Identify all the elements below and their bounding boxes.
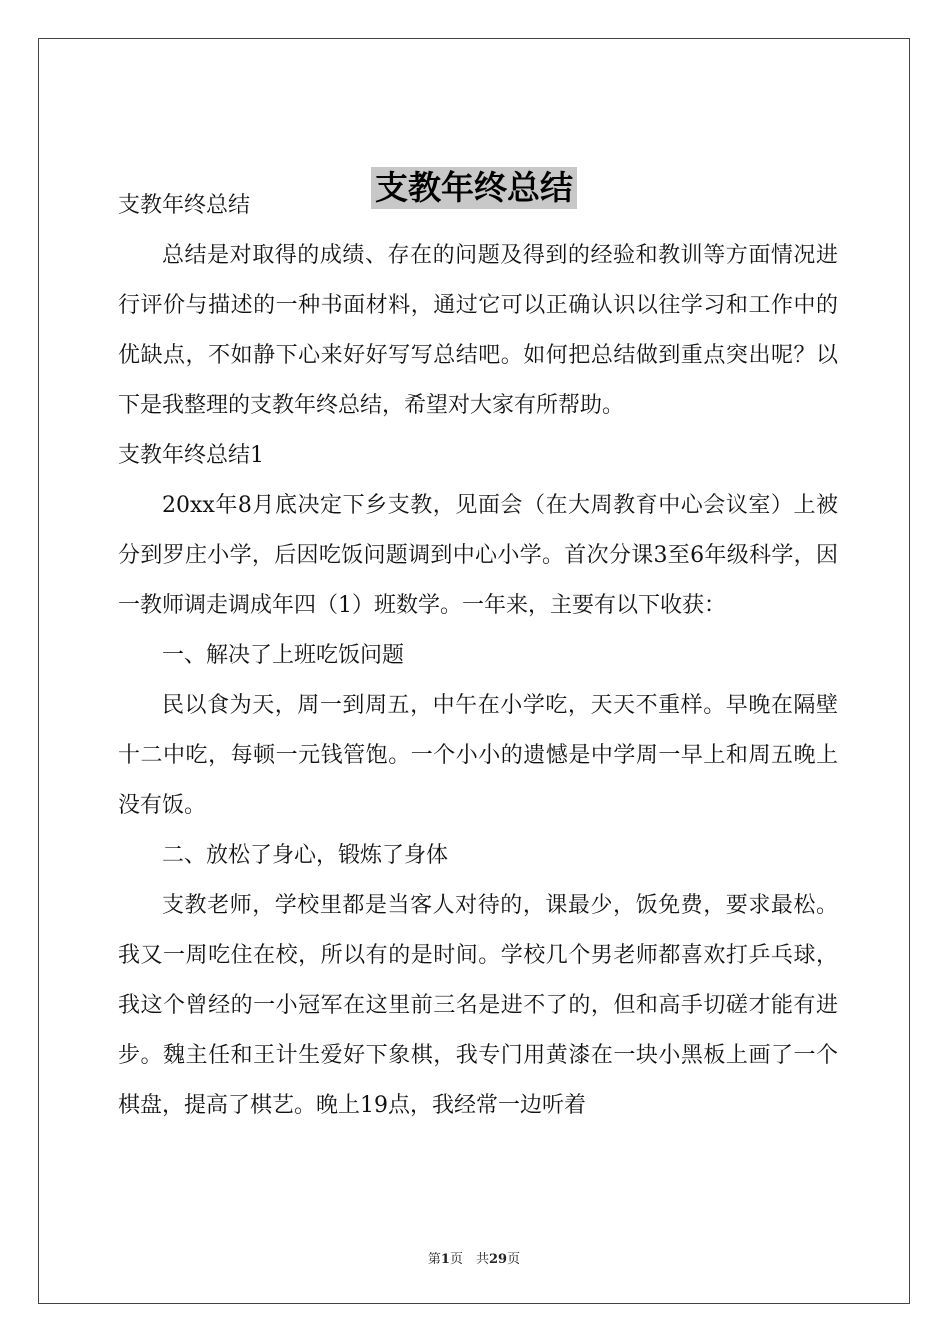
- body-paragraph-2: 民以食为天，周一到周五，中午在小学吃，天天不重样。早晚在隔壁十二中吃，每顿一元钱管饱。一个小小的遗憾是中学周一早上和周五晚上没有饭。: [118, 693, 838, 818]
- footer-mid: 页 共: [449, 1252, 489, 1267]
- document-title: 支教年终总结: [371, 167, 577, 209]
- intro-paragraph: 总结是对取得的成绩、存在的问题及得到的经验和教训等方面情况进行评价与描述的一种书面材料，通过它可以正确认识以往学习和工作中的优缺点，不如静下心来好好写写总结吧。如何把总结做到重点突出呢？以下是我整理的支教年终总结，希望对大家有所帮助。: [118, 243, 838, 418]
- section-heading-1: 支教年终总结1: [118, 443, 264, 468]
- footer-total-pages: 29: [488, 1252, 508, 1267]
- document-body: [118, 181, 838, 1131]
- page-footer: [39, 1248, 909, 1267]
- subtitle-heading: 支教年终总结: [118, 193, 251, 218]
- footer-suffix: 页: [507, 1252, 521, 1267]
- footer-prefix: 第: [427, 1252, 441, 1267]
- subheading-1: 一、解决了上班吃饭问题: [162, 643, 405, 668]
- document-page: [38, 38, 910, 1304]
- footer-current-page: 1: [440, 1252, 450, 1267]
- body-paragraph-1: 20xx年8月底决定下乡支教，见面会（在大周教育中心会议室）上被分到罗庄小学，后因吃饭问题调到中心小学。首次分课3至6年级科学，因一教师调走调成年四（1）班数学。一年来，主要有以下收获：: [118, 493, 838, 618]
- body-paragraph-3: 支教老师，学校里都是当客人对待的，课最少，饭免费，要求最松。我又一周吃住在校，所以有的是时间。学校几个男老师都喜欢打乒乓球，我这个曾经的一小冠军在这里前三名是进不了的，但和高手切磋才能有进步。魏主任和王计生爱好下象棋，我专门用黄漆在一块小黑板上画了一个棋盘，提高了棋艺。晚上19点，我经常一边听着: [118, 893, 838, 1118]
- subheading-2: 二、放松了身心，锻炼了身体: [162, 843, 449, 868]
